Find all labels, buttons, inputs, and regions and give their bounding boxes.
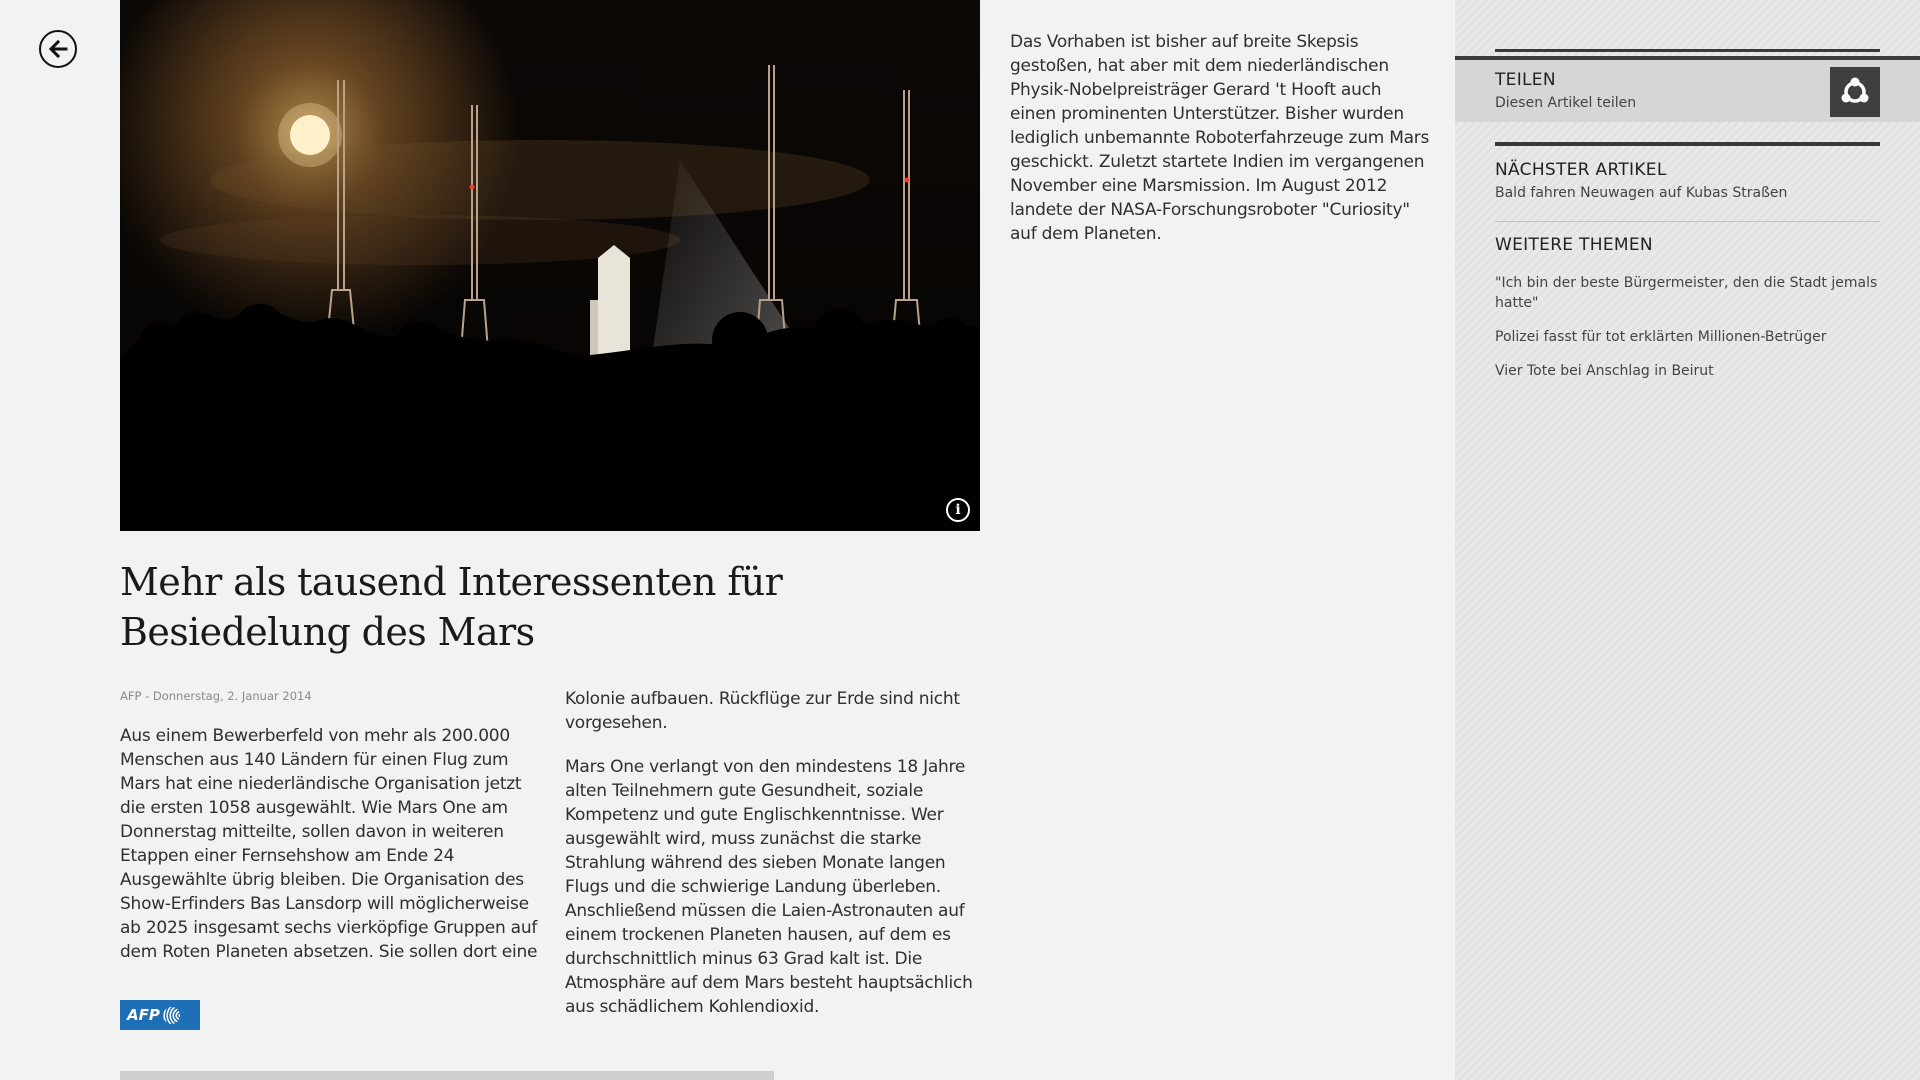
info-icon: i <box>955 502 961 518</box>
article-paragraph: Mars One verlangt von den mindestens 18 Jahre alten Teilnehmern gute Gesundheit, soziale Kompetenz und gute Englischkenntnisse. Wer ausgewählt wird, muss zunächst die starke Strahlung während des sieben Monate langen Flugs und die schwierige Landung überleben. Anschließend müssen die Laien-Astronauten auf einem trockenen Planeten hausen, auf dem es durchschnittlich minus 63 Grad kalt ist. Die Atmosphäre auf dem Mars besteht hauptsächlich aus schädlichem Kohlendioxid. <box>565 757 973 1017</box>
share-divider <box>1495 49 1880 52</box>
more-topics <box>1495 235 1880 395</box>
sidebar <box>1455 0 1920 1080</box>
afp-logo-rings-icon <box>163 1007 180 1024</box>
share-icon <box>1830 67 1880 117</box>
next-article-title: NÄCHSTER ARTIKEL <box>1495 160 1667 180</box>
article-paragraph: Aus einem Bewerberfeld von mehr als 200.000 Menschen aus 140 Ländern für einen Flug zum Mars hat eine niederländische Organisation jetzt die ersten 1058 ausgewählt. Wie Mars One am Donnerstag mitteilte, sollen davon in weiteren Etappen einer Fernsehshow am Ende 24 Ausgewählte übrig bleiben. Die Organisation des Show-Erfinders Bas Lansdorp will möglicherweise ab 2025 insgesamt sechs vierköpfige Gruppen auf dem Roten Planeten absetzen. Sie sollen dort eine <box>120 726 538 962</box>
more-topics-title: WEITERE THEMEN <box>1495 235 1653 255</box>
article-paragraph: Kolonie aufbauen. Rückflüge zur Erde sind nicht vorgesehen. <box>565 689 960 733</box>
article-column-3 <box>1010 30 1430 246</box>
sidebar-divider <box>1495 221 1880 222</box>
next-article-link[interactable] <box>1495 142 1880 201</box>
horizontal-scrollbar[interactable] <box>120 1071 774 1080</box>
next-article-subtitle: Bald fahren Neuwagen auf Kubas Straßen <box>1495 185 1788 201</box>
more-topics-item[interactable]: Vier Tote bei Anschlag in Beirut <box>1495 363 1714 379</box>
article-meta: AFP - Donnerstag, 2. Januar 2014 <box>120 689 312 703</box>
info-button[interactable] <box>946 498 970 522</box>
share-subtitle: Diesen Artikel teilen <box>1495 95 1637 111</box>
more-topics-item[interactable]: "Ich bin der beste Bürgermeister, den die Stadt jemals hatte" <box>1495 275 1878 311</box>
afp-logo-text: AFP <box>127 1006 160 1024</box>
afp-logo <box>120 1000 200 1030</box>
more-topics-list <box>1495 273 1880 381</box>
article-headline: Mehr als tausend Interessenten für Besiedelung des Mars <box>120 560 783 654</box>
share-text <box>1495 70 1636 111</box>
share-title: TEILEN <box>1495 70 1556 90</box>
more-topics-item[interactable]: Polizei fasst für tot erklärten Millionen-Betrüger <box>1495 329 1827 345</box>
article-column-1 <box>120 724 550 964</box>
article-paragraph: Das Vorhaben ist bisher auf breite Skepsis gestoßen, hat aber mit dem niederländischen Physik-Nobelpreisträger Gerard 't Hooft auch einen prominenten Unterstützer. Bisher wurden lediglich unbemannte Roboterfahrzeuge zum Mars geschickt. Zuletzt startete Indien im vergangenen November eine Marsmission. Im August 2012 landete der NASA-Forschungsroboter "Curiosity" auf dem Planeten. <box>1010 32 1430 244</box>
article-column-2 <box>565 687 985 1019</box>
share-button[interactable] <box>1455 56 1920 122</box>
back-arrow-icon <box>47 38 69 60</box>
article-hero-image <box>120 0 980 531</box>
back-button[interactable] <box>39 30 77 68</box>
